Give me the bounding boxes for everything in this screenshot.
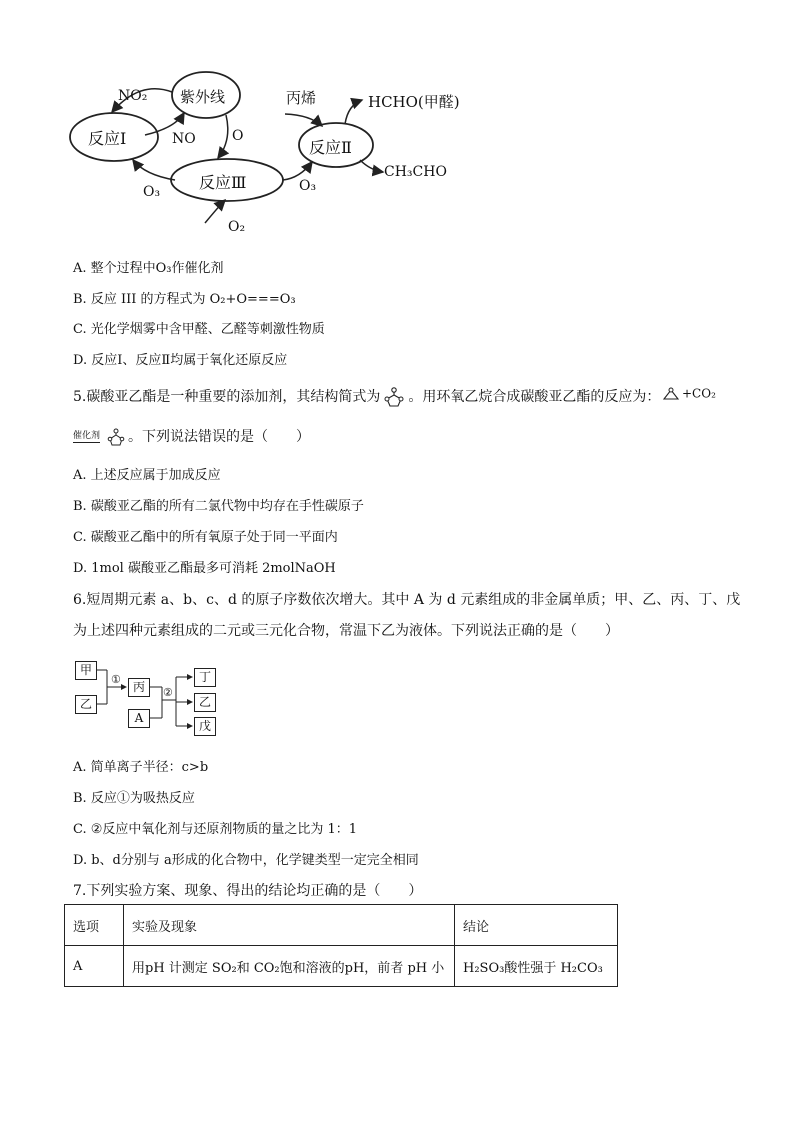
cell-experiment: 用pH 计测定 SO₂和 CO₂饱和溶液的pH，前者 pH 小 xyxy=(124,946,455,987)
box-yi-product: 乙 xyxy=(194,693,216,712)
no-label: NO xyxy=(172,131,196,147)
q5-stem-part2: 。用环氧乙烷合成碳酸亚乙酯的反应为： xyxy=(408,389,661,405)
q5-stem-part4: 。下列说法错误的是（ ） xyxy=(128,429,311,445)
q6-option-b: B. 反应①为吸热反应 xyxy=(73,791,195,806)
q5-option-a: A. 上述反应属于加成反应 xyxy=(73,468,221,483)
o-label: O xyxy=(232,128,244,144)
arrow-o xyxy=(218,115,228,158)
box-wu: 戊 xyxy=(194,717,216,736)
o3-right-label: O₃ xyxy=(299,178,317,194)
arrow-o2 xyxy=(205,200,225,223)
cell-option: A xyxy=(65,946,124,987)
o3-left-label: O₃ xyxy=(143,184,161,200)
step2-label: ② xyxy=(163,686,173,699)
q4-option-b: B. 反应 III 的方程式为 O₂+O===O₃ xyxy=(73,292,296,307)
header-experiment: 实验及现象 xyxy=(124,905,455,946)
box-jia: 甲 xyxy=(75,661,97,680)
header-conclusion: 结论 xyxy=(455,905,618,946)
q5-option-d: D. 1mol 碳酸亚乙酯最多可消耗 2molNaOH xyxy=(73,561,336,576)
ultraviolet-label: 紫外线 xyxy=(180,88,226,106)
q7-stem: 7.下列实验方案、现象、得出的结论均正确的是（ ） xyxy=(73,883,423,899)
catalyst-label: 催化剂 xyxy=(73,431,101,441)
q5-stem-line1 xyxy=(73,386,660,408)
q6-stem-line1: 6.短周期元素 a、b、c、d 的原子序数依次增大。其中 A 为 d 元素组成的非金属单质；甲、乙、丙、丁、戊 xyxy=(73,592,741,608)
ch3cho-label: CH₃CHO xyxy=(384,164,447,180)
q5-option-b: B. 碳酸亚乙酯的所有二氯代物中均存在手性碳原子 xyxy=(73,499,364,514)
ethylene-carbonate-product-icon xyxy=(104,427,128,447)
propene-label: 丙烯 xyxy=(286,89,317,107)
q4-option-a: A. 整个过程中O₃作催化剂 xyxy=(73,261,224,276)
header-option: 选项 xyxy=(65,905,124,946)
ethylene-oxide-structure-icon xyxy=(660,386,682,402)
q6-option-d: D. b、d分别与 a形成的化合物中，化学键类型一定完全相同 xyxy=(73,853,419,868)
smog-cycle-diagram xyxy=(0,0,794,245)
step1-label: ① xyxy=(111,673,121,686)
q4-option-c: C. 光化学烟雾中含甲醛、乙醛等刺激性物质 xyxy=(73,322,325,337)
box-yi: 乙 xyxy=(75,695,97,714)
q7-table xyxy=(64,904,618,987)
q5-stem-part1: 5.碳酸亚乙酯是一种重要的添加剂，其结构简式为 xyxy=(73,389,381,405)
arrow-hcho xyxy=(345,100,362,124)
reaction1-label: 反应Ⅰ xyxy=(88,129,127,148)
arrow-ch3cho xyxy=(360,160,383,172)
no2-label: NO₂ xyxy=(118,88,148,104)
cell-conclusion: H₂SO₃酸性强于 H₂CO₃ xyxy=(455,946,618,987)
q5-stem-line2 xyxy=(73,426,310,447)
arrow-propene xyxy=(285,114,322,126)
box-bing: 丙 xyxy=(128,678,150,697)
q4-option-d: D. 反应Ⅰ、反应Ⅱ均属于氧化还原反应 xyxy=(73,353,288,368)
ethylene-carbonate-structure-icon xyxy=(380,386,408,408)
q5-option-c: C. 碳酸亚乙酯中的所有氧原子处于同一平面内 xyxy=(73,530,338,545)
reaction2-label: 反应Ⅱ xyxy=(309,138,352,157)
o2-label: O₂ xyxy=(228,219,246,235)
q6-option-c: C. ②反应中氧化剂与还原剂物质的量之比为 1：1 xyxy=(73,822,358,837)
q6-option-a: A. 简单离子半径：c>b xyxy=(73,760,209,775)
q6-stem-line2: 为上述四种元素组成的二元或三元化合物，常温下乙为液体。下列说法正确的是（ ） xyxy=(73,623,619,639)
table-header-row xyxy=(65,905,618,946)
arrow-o3-left xyxy=(133,160,175,180)
hcho-label: HCHO(甲醛) xyxy=(368,93,460,111)
table-row xyxy=(65,946,618,987)
q5-reactant xyxy=(660,386,716,402)
reaction3-label: 反应Ⅲ xyxy=(199,173,247,192)
box-ding: 丁 xyxy=(194,668,216,687)
box-a: A xyxy=(128,709,150,728)
q5-stem-part3: +CO₂ xyxy=(682,386,716,401)
